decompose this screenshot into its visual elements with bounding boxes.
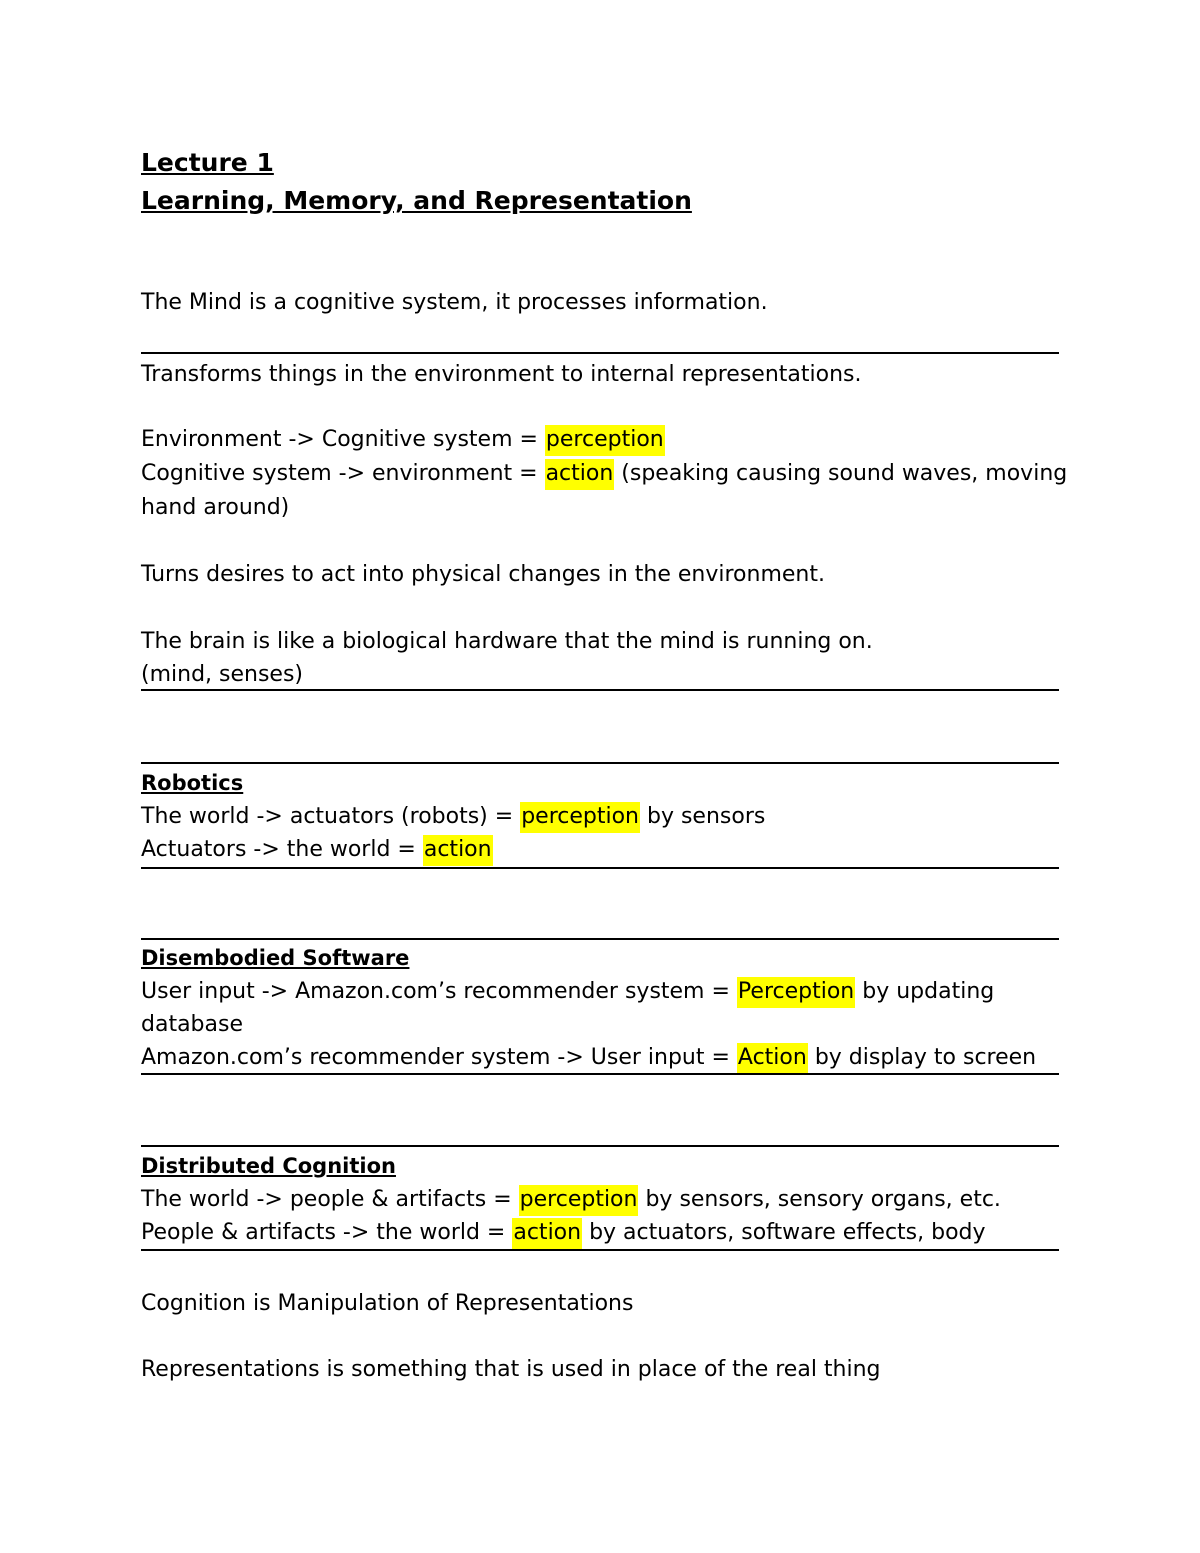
lecture-number-heading: Lecture 1 (141, 148, 274, 177)
robotics-heading: Robotics (141, 771, 244, 795)
distributed-action-line (141, 1222, 986, 1244)
desires-line: Turns desires to act into physical changes in the environment. (141, 562, 825, 587)
section-divider (141, 689, 1059, 691)
robotics-perception-post: by sensors (640, 804, 766, 829)
software-heading: Disembodied Software (141, 946, 410, 970)
software-action-line (141, 1047, 1036, 1069)
software-action-highlight: Action (737, 1043, 808, 1074)
distributed-perception-pre: The world -> people & artifacts = (141, 1187, 519, 1212)
section-divider (141, 867, 1059, 869)
robotics-perception-pre: The world -> actuators (robots) = (141, 804, 521, 829)
distributed-perception-post: by sensors, sensory organs, etc. (638, 1187, 1001, 1212)
robotics-perception-line (141, 806, 765, 828)
robotics-action-line (141, 839, 493, 861)
software-perception-line (141, 981, 994, 1003)
senses-line: (mind, senses) (141, 662, 304, 687)
distributed-action-post: by actuators, software effects, body (582, 1220, 986, 1245)
distributed-action-highlight: action (512, 1218, 582, 1249)
action-line (141, 463, 1067, 485)
robotics-perception-highlight: perception (520, 802, 640, 833)
action-line-pre: Cognitive system -> environment = (141, 461, 545, 486)
perception-line (141, 429, 665, 451)
lecture-title-heading: Learning, Memory, and Representation (141, 186, 692, 215)
distributed-perception-line (141, 1189, 1001, 1211)
software-action-post: by display to screen (807, 1045, 1037, 1070)
software-perception-post: by updating (855, 979, 995, 1004)
manipulation-line: Cognition is Manipulation of Representations (141, 1291, 634, 1316)
distributed-heading: Distributed Cognition (141, 1154, 396, 1178)
representations-line: Representations is something that is used in place of the real thing (141, 1357, 881, 1382)
perception-line-pre: Environment -> Cognitive system = (141, 427, 545, 452)
section-divider (141, 1145, 1059, 1147)
action-line-continuation: hand around) (141, 495, 290, 520)
action-highlight: action (545, 459, 615, 490)
robotics-action-pre: Actuators -> the world = (141, 837, 423, 862)
section-divider (141, 1249, 1059, 1251)
transforms-line: Transforms things in the environment to internal representations. (141, 362, 862, 387)
distributed-action-pre: People & artifacts -> the world = (141, 1220, 513, 1245)
perception-highlight: perception (545, 425, 665, 456)
software-perception-highlight: Perception (737, 977, 855, 1008)
software-action-pre: Amazon.com’s recommender system -> User input = (141, 1045, 737, 1070)
robotics-action-highlight: action (423, 835, 493, 866)
distributed-perception-highlight: perception (519, 1185, 639, 1216)
mind-definition: The Mind is a cognitive system, it processes information. (141, 290, 768, 315)
section-divider (141, 352, 1059, 354)
section-divider (141, 1073, 1059, 1075)
section-divider (141, 762, 1059, 764)
action-line-post: (speaking causing sound waves, moving (614, 461, 1068, 486)
brain-line: The brain is like a biological hardware that the mind is running on. (141, 629, 873, 654)
software-perception-continuation: database (141, 1012, 243, 1037)
section-divider (141, 938, 1059, 940)
software-perception-pre: User input -> Amazon.com’s recommender system = (141, 979, 737, 1004)
